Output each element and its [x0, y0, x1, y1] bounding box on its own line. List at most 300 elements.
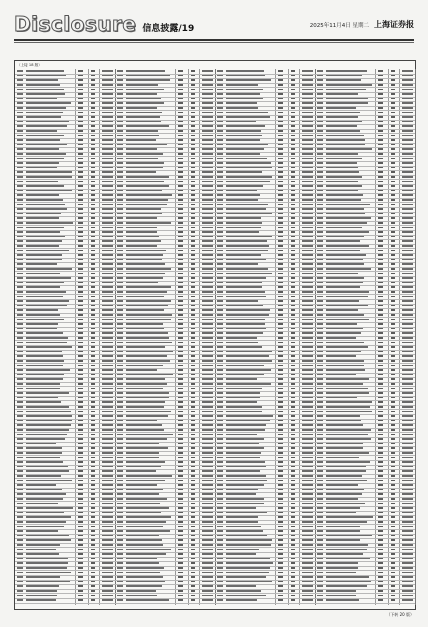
row-number	[291, 309, 295, 311]
row-number	[391, 470, 395, 472]
row-text	[226, 309, 270, 311]
row-text	[326, 397, 357, 399]
row-number	[391, 512, 395, 514]
row-text	[326, 526, 360, 528]
row-status	[202, 286, 213, 288]
row-number	[378, 268, 383, 270]
row-number	[378, 544, 383, 546]
row-number	[291, 374, 295, 376]
row-code	[317, 493, 323, 495]
row-code	[217, 162, 223, 164]
row-number	[91, 526, 95, 528]
row-number	[78, 314, 83, 316]
row-number	[178, 447, 183, 449]
row-number	[78, 503, 83, 505]
row-number	[378, 429, 383, 431]
row-status	[302, 576, 313, 578]
row-number	[278, 282, 283, 284]
row-status	[402, 535, 413, 537]
row-text	[126, 498, 167, 500]
row-text	[326, 585, 367, 587]
row-number	[378, 392, 383, 394]
row-status	[202, 236, 213, 238]
row-text	[226, 125, 265, 127]
row-number	[191, 222, 195, 224]
row-number	[191, 572, 195, 574]
row-status	[102, 112, 113, 114]
row-number	[278, 98, 283, 100]
row-code	[217, 75, 223, 77]
row-number	[391, 75, 395, 77]
row-code	[17, 89, 23, 91]
row-number	[391, 144, 395, 146]
row-status	[402, 406, 413, 408]
row-text	[126, 300, 171, 302]
row-status	[302, 112, 313, 114]
row-number	[91, 167, 95, 169]
row-status	[102, 102, 113, 104]
row-code	[117, 84, 123, 86]
row-status	[302, 79, 313, 81]
row-text	[126, 130, 158, 132]
row-code	[217, 125, 223, 127]
row-code	[317, 369, 323, 371]
row-text	[226, 544, 271, 546]
row-text	[26, 158, 64, 160]
row-status	[302, 107, 313, 109]
row-number	[378, 236, 383, 238]
row-code	[317, 194, 323, 196]
row-code	[117, 549, 123, 551]
row-code	[317, 337, 323, 339]
row-text	[126, 549, 171, 551]
row-number	[391, 392, 395, 394]
row-text	[326, 539, 360, 541]
row-number	[91, 199, 95, 201]
row-status	[202, 461, 213, 463]
row-status	[102, 590, 113, 592]
row-status	[202, 558, 213, 560]
row-status	[202, 498, 213, 500]
row-code	[317, 217, 323, 219]
row-code	[317, 70, 323, 72]
row-text	[326, 102, 368, 104]
row-text	[226, 231, 259, 233]
row-code	[117, 572, 123, 574]
row-code	[217, 378, 223, 380]
row-status	[202, 98, 213, 100]
row-status	[302, 93, 313, 95]
row-number	[278, 291, 283, 293]
row-number	[391, 89, 395, 91]
row-text	[126, 406, 164, 408]
row-status	[402, 443, 413, 445]
row-number	[191, 388, 195, 390]
row-number	[278, 250, 283, 252]
row-status	[102, 466, 113, 468]
row-number	[91, 181, 95, 183]
row-number	[78, 595, 83, 597]
row-code	[17, 158, 23, 160]
row-code	[217, 231, 223, 233]
row-number	[91, 240, 95, 242]
row-status	[302, 167, 313, 169]
row-number	[278, 305, 283, 307]
row-code	[17, 139, 23, 141]
row-status	[202, 374, 213, 376]
row-text	[126, 411, 171, 413]
row-code	[317, 355, 323, 357]
row-number	[291, 595, 295, 597]
row-number	[378, 498, 383, 500]
row-code	[317, 576, 323, 578]
row-status	[102, 355, 113, 357]
row-text	[226, 585, 256, 587]
row-number	[278, 512, 283, 514]
row-code	[117, 562, 123, 564]
row-status	[402, 300, 413, 302]
row-number	[291, 424, 295, 426]
row-status	[202, 493, 213, 495]
row-status	[102, 107, 113, 109]
row-number	[191, 176, 195, 178]
row-number	[291, 153, 295, 155]
row-text	[226, 461, 265, 463]
row-status	[402, 231, 413, 233]
row-code	[117, 213, 123, 215]
row-status	[302, 388, 313, 390]
row-status	[402, 185, 413, 187]
row-number	[178, 213, 183, 215]
row-text	[226, 392, 260, 394]
row-status	[202, 217, 213, 219]
row-number	[278, 526, 283, 528]
row-text	[326, 452, 369, 454]
row-number	[278, 558, 283, 560]
row-number	[191, 286, 195, 288]
row-status	[102, 480, 113, 482]
row-code	[317, 599, 323, 601]
row-number	[178, 75, 183, 77]
row-number	[91, 415, 95, 417]
row-status	[302, 535, 313, 537]
row-code	[117, 452, 123, 454]
row-number	[391, 351, 395, 353]
row-text	[326, 401, 372, 403]
row-text	[326, 167, 358, 169]
row-number	[91, 305, 95, 307]
row-status	[402, 277, 413, 279]
row-code	[17, 480, 23, 482]
row-number	[391, 199, 395, 201]
row-text	[126, 323, 163, 325]
row-number	[291, 84, 295, 86]
row-status	[102, 378, 113, 380]
row-code	[217, 599, 223, 601]
row-number	[78, 516, 83, 518]
row-text	[226, 204, 268, 206]
row-number	[178, 291, 183, 293]
row-number	[378, 139, 383, 141]
row-number	[78, 144, 83, 146]
row-number	[91, 470, 95, 472]
row-status	[102, 116, 113, 118]
row-status	[102, 231, 113, 233]
row-number	[278, 116, 283, 118]
row-number	[78, 401, 83, 403]
row-number	[191, 296, 195, 298]
row-code	[217, 171, 223, 173]
row-number	[178, 121, 183, 123]
row-text	[226, 553, 256, 555]
row-number	[391, 434, 395, 436]
row-code	[217, 107, 223, 109]
row-text	[226, 470, 260, 472]
row-number	[391, 475, 395, 477]
row-status	[202, 535, 213, 537]
row-number	[91, 263, 95, 265]
row-code	[117, 539, 123, 541]
issue-date: 2025年11月4日 星期二	[309, 22, 369, 29]
row-number	[78, 498, 83, 500]
row-status	[202, 250, 213, 252]
row-number	[191, 585, 195, 587]
row-text	[326, 443, 363, 445]
row-number	[391, 498, 395, 500]
row-text	[126, 590, 156, 592]
row-number	[391, 139, 395, 141]
row-status	[402, 526, 413, 528]
row-status	[202, 443, 213, 445]
row-number	[191, 75, 195, 77]
row-number	[191, 526, 195, 528]
row-number	[78, 549, 83, 551]
row-status	[102, 539, 113, 541]
row-number	[378, 406, 383, 408]
row-code	[117, 153, 123, 155]
row-number	[178, 438, 183, 440]
row-text	[26, 263, 57, 265]
row-text	[26, 323, 58, 325]
row-number	[278, 438, 283, 440]
row-number	[291, 121, 295, 123]
row-text	[226, 599, 257, 601]
row-number	[78, 148, 83, 150]
row-status	[202, 507, 213, 509]
row-code	[317, 406, 323, 408]
row-code	[117, 516, 123, 518]
row-code	[17, 319, 23, 321]
row-status	[202, 204, 213, 206]
row-number	[91, 75, 95, 77]
row-number	[178, 521, 183, 523]
row-number	[178, 576, 183, 578]
row-number	[378, 190, 383, 192]
row-number	[278, 475, 283, 477]
row-number	[78, 102, 83, 104]
row-text	[26, 383, 60, 385]
row-number	[391, 332, 395, 334]
row-number	[91, 406, 95, 408]
row-code	[17, 388, 23, 390]
row-code	[317, 401, 323, 403]
row-status	[302, 590, 313, 592]
row-number	[91, 530, 95, 532]
row-status	[302, 378, 313, 380]
row-status	[402, 194, 413, 196]
row-code	[317, 167, 323, 169]
row-status	[102, 309, 113, 311]
row-number	[78, 424, 83, 426]
row-number	[291, 429, 295, 431]
row-number	[378, 383, 383, 385]
row-text	[126, 153, 163, 155]
row-text	[226, 286, 262, 288]
row-text	[26, 489, 62, 491]
row-number	[178, 567, 183, 569]
row-number	[178, 254, 183, 256]
row-number	[278, 277, 283, 279]
row-code	[217, 314, 223, 316]
row-number	[378, 489, 383, 491]
row-status	[402, 98, 413, 100]
row-number	[178, 572, 183, 574]
row-number	[178, 351, 183, 353]
row-text	[226, 130, 261, 132]
row-status	[402, 337, 413, 339]
row-status	[302, 420, 313, 422]
row-code	[217, 526, 223, 528]
row-text	[126, 75, 170, 77]
row-number	[391, 162, 395, 164]
row-number	[78, 507, 83, 509]
row-number	[191, 305, 195, 307]
row-text	[126, 434, 173, 436]
row-number	[291, 300, 295, 302]
row-code	[317, 572, 323, 574]
row-number	[378, 144, 383, 146]
row-number	[191, 443, 195, 445]
row-text	[326, 503, 365, 505]
row-number	[178, 369, 183, 371]
row-code	[117, 392, 123, 394]
row-status	[402, 424, 413, 426]
row-status	[302, 424, 313, 426]
row-number	[291, 144, 295, 146]
row-number	[91, 217, 95, 219]
row-code	[17, 84, 23, 86]
row-number	[391, 406, 395, 408]
row-text	[126, 125, 169, 127]
row-status	[202, 167, 213, 169]
row-number	[178, 305, 183, 307]
row-number	[191, 236, 195, 238]
row-code	[17, 282, 23, 284]
row-text	[326, 268, 371, 270]
row-text	[126, 309, 164, 311]
row-code	[217, 112, 223, 114]
row-number	[78, 213, 83, 215]
row-text	[26, 374, 64, 376]
row-code	[117, 401, 123, 403]
row-status	[202, 424, 213, 426]
row-status	[102, 351, 113, 353]
row-number	[78, 572, 83, 574]
row-number	[378, 300, 383, 302]
row-number	[378, 153, 383, 155]
row-number	[391, 121, 395, 123]
row-number	[378, 466, 383, 468]
row-code	[217, 153, 223, 155]
row-number	[391, 369, 395, 371]
row-number	[378, 245, 383, 247]
row-code	[317, 544, 323, 546]
row-code	[117, 227, 123, 229]
row-code	[217, 185, 223, 187]
row-number	[278, 342, 283, 344]
row-text	[226, 70, 264, 72]
row-number	[191, 190, 195, 192]
row-number	[78, 355, 83, 357]
row-code	[117, 466, 123, 468]
row-number	[291, 526, 295, 528]
row-number	[91, 383, 95, 385]
row-text	[126, 319, 171, 321]
row-number	[78, 84, 83, 86]
row-text	[126, 530, 170, 532]
row-status	[202, 429, 213, 431]
row-code	[217, 415, 223, 417]
row-code	[117, 70, 123, 72]
row-status	[202, 89, 213, 91]
row-text	[326, 549, 367, 551]
row-status	[102, 194, 113, 196]
row-code	[117, 374, 123, 376]
row-number	[278, 167, 283, 169]
row-code	[217, 452, 223, 454]
row-number	[278, 567, 283, 569]
row-number	[378, 434, 383, 436]
row-number	[178, 599, 183, 601]
row-number	[391, 411, 395, 413]
row-text	[26, 549, 56, 551]
row-status	[302, 484, 313, 486]
row-text	[26, 599, 56, 601]
row-number	[91, 516, 95, 518]
row-status	[102, 493, 113, 495]
row-status	[102, 562, 113, 564]
row-text	[126, 516, 171, 518]
row-text	[226, 493, 256, 495]
row-status	[202, 539, 213, 541]
row-number	[291, 567, 295, 569]
row-number	[378, 516, 383, 518]
row-number	[391, 181, 395, 183]
row-number	[191, 411, 195, 413]
row-status	[302, 351, 313, 353]
row-text	[126, 204, 167, 206]
row-number	[191, 493, 195, 495]
row-number	[291, 521, 295, 523]
row-number	[391, 112, 395, 114]
row-number	[291, 328, 295, 330]
row-status	[102, 84, 113, 86]
row-code	[17, 397, 23, 399]
row-number	[78, 457, 83, 459]
row-code	[17, 135, 23, 137]
row-number	[191, 167, 195, 169]
row-number	[78, 125, 83, 127]
